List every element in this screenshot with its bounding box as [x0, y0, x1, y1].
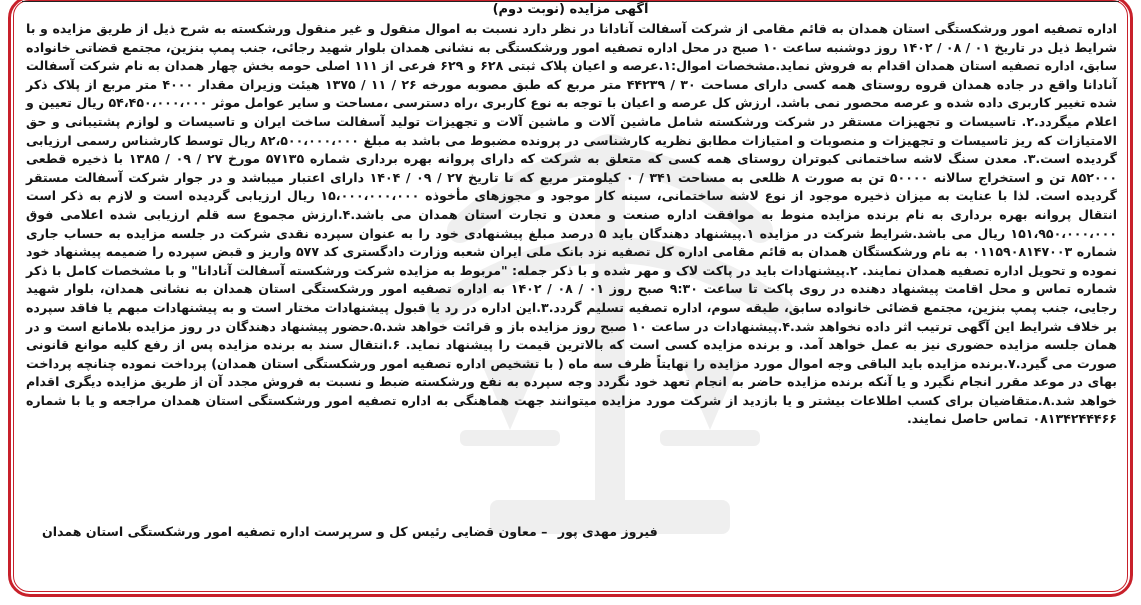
signatory-role: – معاون قضایی رئیس کل و سرپرست اداره تصفیه امور ورشکستگی استان همدان — [42, 524, 548, 539]
notice-title: آگهی مزایده (نوبت دوم) — [492, 2, 649, 17]
signature-line — [0, 524, 1141, 539]
signatory-name: فیروز مهدی پور — [557, 524, 658, 539]
notice-paragraph: اداره تصفیه امور ورشکستگی استان همدان به قائم مقامی از شرکت آسفالت آنادانا در نظر دارد نسبت به اموال منقول و غیر منقول ورشکسته به شرح ذیل از طریق مزایده و با شرایط ذیل در تاریخ ۰۱ / ۰۸ / ۱۴۰۲ روز دوشنبه ساعت ۱۰ صبح در محل اداره تصفیه امور ورشکستگی به نشانی همدان بلوار شهید رجائی، جنب پمپ بنزین، مجتمع قضاتی خانواده سابق، اداره تصفیه استان همدان اقدام به فروش نماید.مشخصات اموال:۱.عرصه و اعیان پلاک ثبتی ۶۲۸ و ۶۲۹ فرعی از ۱۱۱ اصلی حومه بخش چهار همدان به نام شرکت آسفالت آنادانا واقع در جاده همدان قروه روستای همه کسی دارای مساحت ۳۰ / ۴۴۲۳۹ متر مربع که طبق مصوبه مورخه ۲۶ / ۱۱ / ۱۳۷۵ هیئت وزیران مقدار ۴۰۰۰ متر مربع از پلاک ذکر شده تغییر کاربری داده شده و عرصه محصور نمی باشد. ارزش کل عرصه و اعیان با توجه به نوع کاربری ،راه دسترسی ،مساحت و سایر عوامل موثر ۵۴،۴۵۰،۰۰۰،۰۰۰ ریال تعیین و اعلام میگردد.۲. تاسیسات و تجهیزات مستقر در شرکت ورشکسته شامل ماشین آلات و ماشین آلات و تجهیزات تولید آسفالت ساخت ایران و تاسیسات و لوازم پشتیبانی و حق الامتیازات که ریز تاسیسات و تجهیزات و منصوبات و امتیازات مطابق نظریه کارشناسی در پرونده مضبوط می باشد به مبلغ ۸۲،۵۰۰،۰۰۰،۰۰۰ ریال توسط کارشناس رسمی ارزیابی گردیده است.۳. معدن سنگ لاشه ساختمانی کبوتران روستای همه کسی که متعلق به شرکت که دارای پروانه بهره برداری شماره ۵۷۱۳۵ مورخ ۲۷ / ۰۹ / ۱۳۸۵ با ذخیره قطعی ۸۵۲۰۰۰ تن و استخراج سالانه ۵۰۰۰۰ تن به صورت ۸ ظلعی به مساحت ۳۴۱ / ۰ کیلومتر مربع که تا تاریخ ۲۷ / ۰۹ / ۱۴۰۴ دارای اعتبار میباشد و در جوار شرکت آسفالت مستقر گردیده است. لذا با عنایت به میزان ذخیره موجود از نوع لاشه ساختمانی، سینه کار موجود و مجوزهای مأخوذه ۱۵،۰۰۰،۰۰۰،۰۰۰ ریال ارزیابی گردیده است و لازم به ذکر است انتقال پروانه بهره برداری به نام برنده مزایده منوط به موافقت اداره صنعت و معدن و تجارت استان همدان می باشد.۴.ارزش مجموع سه قلم ارزیابی شده اعلامی فوق ۱۵۱،۹۵۰،۰۰۰،۰۰۰ ریال می باشد.شرایط شرکت در مزایده ۱.پیشنهاد دهندگان باید ۵ درصد مبلغ پیشنهادی خود را به عنوان سپرده نقدی شرکت در جلسه مزایده به حساب جاری شماره ۰۱۱۵۹۰۸۱۴۷۰۰۳ به نام ورشکستگان همدان به قائم مقامی اداره کل تصفیه نزد بانک ملی ایران شعبه وزارت دادگستری کد ۵۷۷ واریز و قبض سپرده را ضمیمه پیشنهاد خود نموده و تحویل اداره تصفیه همدان نمایند. ۲.پیشنهادات باید در پاکت لاک و مهر شده و با ذکر جمله: "مربوط به مزایده شرکت ورشکسته آسفالت آنادانا" و با مشخصات کامل با ذکر شماره تماس و محل اقامت پیشنهاد دهنده در روی پاکت تا ساعت ۹:۳۰ صبح روز ۰۱ / ۰۸ / ۱۴۰۲ به اداره تصفیه امور ورشکستگی استان همدان به نشانی همدان، بلوار شهید رجایی، جنب پمپ بنزین، مجتمع قضائی خانواده سابق، طبقه سوم، اداره تصفیه تسلیم گردد.۳.این اداره در رد یا قبول پیشنهادات مختار است و به پیشنهادات مبهم یا فاقد سپرده بر خلاف شرایط این آگهی ترتیب اثر داده نخواهد شد.۴.پیشنهادات در ساعت ۱۰ صبح روز مزایده باز و قرائت خواهد شد.۵.حضور پیشنهاد دهندگان در روز مزایده بلامانع است و در همان جلسه مزایده حضوری نیز به عمل خواهد آمد. و برنده مزایده کسی است که بالاترین قیمت را پیشنهاد نماید. ۶.انتقال سند به برنده مزایده پس از رفع کلیه موانع قانونی صورت می گیرد.۷.برنده مزایده باید الباقی وجه اموال مورد مزایده را نهایتاً ظرف سه ماه ( با تشخیص اداره تصفیه امور ورشکستگی استان همدان) پرداخت نموده چنانچه پرداخت بهای در موعد مقرر انجام نگیرد و یا آنکه برنده مزایده حاضر به انجام تعهد خود نگردد وجه سپرده به نفع ورشکسته ضبط و نسبت به فروش مجدد آن از طریق مزایده دیگری اقدام خواهد شد.۸.متقاضیان برای کسب اطلاعات بیشتر و یا بازدید از شرکت مورد مزایده میتوانند جهت هماهنگی به اداره تصفیه امور ورشکستگی استان همدان مراجعه و یا با شماره ۰۸۱۳۴۲۴۴۴۶۶ تماس حاصل نمایند. — [26, 21, 1118, 427]
notice-body — [26, 20, 1117, 429]
